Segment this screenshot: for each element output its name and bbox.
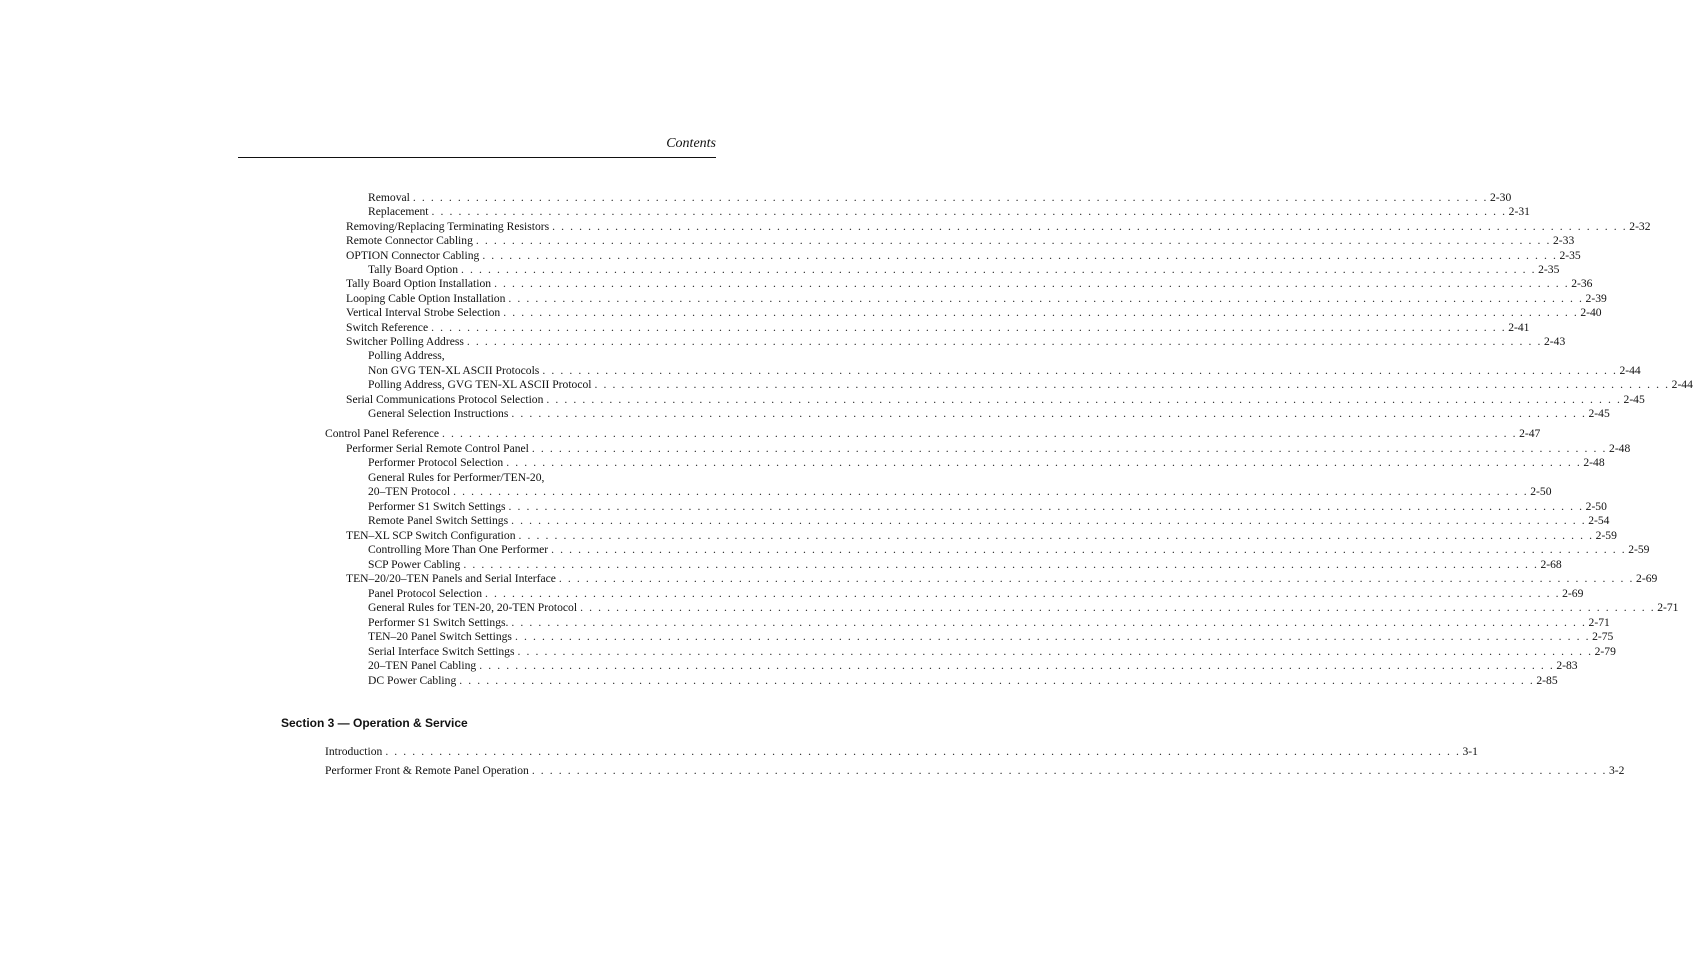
toc-leader-dots: . . . . . . . . . . . . . . . . . . . . . . . . . . . . . . . . . . . . . . . . . . . . . . . . . . . . . . . . . . . . . . . . . . . . . . . . . . . . . . . . . . . . . . . . . . . . . . . . . . . . . . . . . . . . . . . . . . . . . . . . (463, 557, 1539, 571)
toc-leader-dots: . . . . . . . . . . . . . . . . . . . . . . . . . . . . . . . . . . . . . . . . . . . . . . . . . . . . . . . . . . . . . . . . . . . . . . . . . . . . . . . . . . . . . . . . . . . . . . . . . . . . . . . . . . . . . . . . . . . . . . . . (508, 291, 1584, 305)
toc-leader-dots: . . . . . . . . . . . . . . . . . . . . . . . . . . . . . . . . . . . . . . . . . . . . . . . . . . . . . . . . . . . . . . . . . . . . . . . . . . . . . . . . . . . . . . . . . . . . . . . . . . . . . . . . . . . . . . . . . . . . . . . . (551, 543, 1627, 556)
toc-entry-title: Control Panel Reference (325, 427, 439, 440)
toc-entry-page: 2-35 (1559, 248, 1581, 262)
toc-leader-dots: . . . . . . . . . . . . . . . . . . . . . . . . . . . . . . . . . . . . . . . . . . . . . . . . . . . . . . . . . . . . . . . . . . . . . . . . . . . . . . . . . . . . . . . . . . . . . . . . . . . . . . . . . . . . . . . . . . . . . . . . (431, 205, 1507, 219)
toc-entry (346, 320, 1530, 335)
toc-entry-page: 2-48 (1583, 456, 1605, 469)
toc-entry-page: 2-30 (1489, 191, 1512, 204)
toc-entry-title: Non GVG TEN-XL ASCII Protocols (368, 363, 540, 377)
toc-leader-dots: . . . . . . . . . . . . . . . . . . . . . . . . . . . . . . . . . . . . . . . . . . . . . . . . . . . . . . . . . . . . . . . . . . . . . . . . . . . . . . . . . . . . . . . . . . . . . . . . . . . . . . . . . . . . . . . . . . . . . . . . (518, 528, 1594, 542)
toc-leader-dots: . . . . . . . . . . . . . . . . . . . . . . . . . . . . . . . . . . . . . . . . . . . . . . . . . . . . . . . . . . . . . . . . . . . . . . . . . . . . . . . . . . . . . . . . . . . . . . . . . . . . . . . . . . . . . . . . . . . . . . . . (511, 407, 1587, 420)
toc-entry-page: 2-36 (1571, 277, 1593, 291)
toc-entry (325, 764, 1625, 778)
toc-entry-page: 2-44 (1671, 378, 1693, 392)
toc-leader-dots: . . . . . . . . . . . . . . . . . . . . . . . . . . . . . . . . . . . . . . . . . . . . . . . . . . . . . . . . . . . . . . . . . . . . . . . . . . . . . . . . . . . . . . . . . . . . . . . . . . . . . . . . . . . . . . . . . . . . . . . . (485, 586, 1561, 600)
toc-entry-title: Vertical Interval Strobe Selection (346, 306, 501, 320)
toc-entry (368, 630, 1614, 644)
toc-entry (368, 673, 1558, 688)
toc-entry-page: 2-71 (1657, 601, 1679, 614)
toc-entry (346, 248, 1581, 263)
toc-entry-title: Tally Board Option (368, 263, 458, 276)
toc-entry-title: Remote Connector Cabling (346, 234, 473, 248)
toc-entry (368, 514, 1610, 528)
toc-entry-title: SCP Power Cabling (368, 557, 461, 571)
toc-leader-dots: . . . . . . . . . . . . . . . . . . . . . . . . . . . . . . . . . . . . . . . . . . . . . . . . . . . . . . . . . . . . . . . . . . . . . . . . . . . . . . . . . . . . . . . . . . . . . . . . . . . . . . . . . . . . . . . . . . . . . . . . (558, 572, 1635, 585)
toc-entry (346, 277, 1593, 291)
toc-leader-dots: . . . . . . . . . . . . . . . . . . . . . . . . . . . . . . . . . . . . . . . . . . . . . . . . . . . . . . . . . . . . . . . . . . . . . . . . . . . . . . . . . . . . . . . . . . . . . . . . . . . . . . . . . . . . . . . . . . . . . . . . (479, 659, 1555, 672)
toc-leader-dots: . . . . . . . . . . . . . . . . . . . . . . . . . . . . . . . . . . . . . . . . . . . . . . . . . . . . . . . . . . . . . . . . . . . . . . . . . . . . . . . . . . . . . . . . . . . . . . . . . . . . . . . . . . . . . . . . . . . . . . . . (385, 745, 1461, 758)
toc-leader-dots: . . . . . . . . . . . . . . . . . . . . . . . . . . . . . . . . . . . . . . . . . . . . . . . . . . . . . . . . . . . . . . . . . . . . . . . . . . . . . . . . . . . . . . . . . . . . . . . . . . . . . . . . . . . . . . . . . . . . . . . . (531, 764, 1607, 777)
toc-entry-title: Controlling More Than One Performer (368, 543, 549, 556)
toc-entry-page: 2-79 (1594, 644, 1616, 658)
toc-entry-page: 2-71 (1588, 615, 1610, 629)
toc-entry-title: Panel Protocol Selection (368, 586, 482, 600)
toc-leader-dots: . . . . . . . . . . . . . . . . . . . . . . . . . . . . . . . . . . . . . . . . . . . . . . . . . . . . . . . . . . . . . . . . . . . . . . . . . . . . . . . . . . . . . . . . . . . . . . . . . . . . . . . . . . . . . . . . . . . . . . . . (503, 306, 1579, 320)
toc-entry-page: 2-50 (1530, 485, 1552, 498)
toc-entry (368, 263, 1560, 277)
toc-leader-dots: . . . . . . . . . . . . . . . . . . . . . . . . . . . . . . . . . . . . . . . . . . . . . . . . . . . . . . . . . . . . . . . . . . . . . . . . . . . . . . . . . . . . . . . . . . . . . . . . . . . . . . . . . . . . . . . . . . . . . . . . (514, 630, 1591, 643)
toc-entry (368, 557, 1562, 572)
toc-entry-page: 2-75 (1592, 630, 1614, 643)
toc-entry-title: 20–TEN Panel Cabling (368, 659, 477, 672)
toc-entry-title: Tally Board Option Installation (346, 277, 492, 291)
toc-entry-title: General Rules for Performer/TEN-20, (368, 470, 545, 484)
toc-entry (346, 219, 1651, 234)
toc-entry (325, 745, 1478, 759)
toc-leader-dots: . . . . . . . . . . . . . . . . . . . . . . . . . . . . . . . . . . . . . . . . . . . . . . . . . . . . . . . . . . . . . . . . . . . . . . . . . . . . . . . . . . . . . . . . . . . . . . . . . . . . . . . . . . . . . . . . . . . . . . . . (542, 363, 1618, 377)
toc-entry-title: Performer Front & Remote Panel Operation (325, 764, 529, 777)
toc-leader-dots: . . . . . . . . . . . . . . . . . . . . . . . . . . . . . . . . . . . . . . . . . . . . . . . . . . . . . . . . . . . . . . . . . . . . . . . . . . . . . . . . . . . . . . . . . . . . . . . . . . . . . . . . . . . . . . . . . . . . . . . . (459, 673, 1535, 687)
toc-entry-page: 3-1 (1462, 745, 1478, 758)
toc-leader-dots: . . . . . . . . . . . . . . . . . . . . . . . . . . . . . . . . . . . . . . . . . . . . . . . . . . . . . . . . . . . . . . . . . . . . . . . . . . . . . . . . . . . . . . . . . . . . . . . . . . . . . . . . . . . . . . . . . . . . . . . . (517, 644, 1593, 658)
toc-leader-dots: . . . . . . . . . . . . . . . . . . . . . . . . . . . . . . . . . . . . . . . . . . . . . . . . . . . . . . . . . . . . . . . . . . . . . . . . . . . . . . . . . . . . . . . . . . . . . . . . . . . . . . . . . . . . . . . . . . . . . . . . (552, 219, 1628, 233)
toc-entry-title: TEN–20/20–TEN Panels and Serial Interface (346, 572, 556, 585)
toc-entry-page: 2-31 (1508, 205, 1530, 219)
toc-entry-title: Serial Communications Protocol Selection (346, 392, 544, 406)
toc-entry-page: 2-85 (1536, 673, 1558, 687)
toc-entry-page: 2-43 (1544, 335, 1566, 348)
toc-entry-title: Switcher Polling Address (346, 335, 464, 348)
toc-entry-title: Remote Panel Switch Settings (368, 514, 509, 527)
toc-entry (346, 392, 1645, 407)
toc-entry (368, 615, 1610, 630)
toc-entry (368, 205, 1530, 219)
toc-entry (368, 499, 1607, 514)
toc-entry-title: Switch Reference (346, 320, 429, 334)
toc-entry (368, 363, 1641, 378)
toc-entry-page: 2-33 (1553, 234, 1575, 248)
toc-entry (346, 528, 1617, 543)
toc-entry-title: TEN–20 Panel Switch Settings (368, 630, 512, 643)
toc-entry-page: 2-83 (1556, 659, 1578, 672)
toc-entry-page: 2-69 (1636, 572, 1658, 585)
toc-leader-dots: . . . . . . . . . . . . . . . . . . . . . . . . . . . . . . . . . . . . . . . . . . . . . . . . . . . . . . . . . . . . . . . . . . . . . . . . . . . . . . . . . . . . . . . . . . . . . . . . . . . . . . . . . . . . . . . . . . . . . . . . (506, 456, 1582, 469)
toc-entry (368, 485, 1552, 499)
toc-entry-page: 2-47 (1519, 427, 1541, 440)
toc-entry (368, 586, 1584, 601)
toc-leader-dots: . . . . . . . . . . . . . . . . . . . . . . . . . . . . . . . . . . . . . . . . . . . . . . . . . . . . . . . . . . . . . . . . . . . . . . . . . . . . . . . . . . . . . . . . . . . . . . . . . . . . . . . . . . . . . . . . . . . . . . . . (494, 277, 1570, 291)
toc-leader-dots: . . . . . . . . . . . . . . . . . . . . . . . . . . . . . . . . . . . . . . . . . . . . . . . . . . . . . . . . . . . . . . . . . . . . . . . . . . . . . . . . . . . . . . . . . . . . . . . . . . . . . . . . . . . . . . . . . . . . . . . . (580, 601, 1656, 614)
toc-entry-title: Performer Protocol Selection (368, 456, 504, 469)
toc-entry-title: 20–TEN Protocol (368, 485, 451, 498)
toc-leader-dots: . . . . . . . . . . . . . . . . . . . . . . . . . . . . . . . . . . . . . . . . . . . . . . . . . . . . . . . . . . . . . . . . . . . . . . . . . . . . . . . . . . . . . . . . . . . . . . . . . . . . . . . . . . . . . . . . . . . . . . . . (482, 248, 1558, 262)
toc-entry (346, 291, 1607, 306)
toc-entry-page: 2-59 (1628, 543, 1650, 556)
toc-entry (346, 572, 1658, 586)
toc-entry (368, 543, 1650, 557)
toc-entry-page: 2-41 (1508, 320, 1530, 334)
toc-entry (346, 335, 1566, 349)
toc-entry-title: Removal (368, 191, 410, 204)
toc-entry-title: Polling Address, GVG TEN-XL ASCII Protocol (368, 378, 592, 392)
toc-entry-page: 2-45 (1623, 392, 1645, 406)
toc-entry-page: 2-44 (1619, 363, 1641, 377)
toc-entry (346, 306, 1602, 320)
toc-entry (346, 441, 1631, 456)
toc-entry-title: Serial Interface Switch Settings (368, 644, 515, 658)
toc-entry-page: 2-54 (1588, 514, 1610, 527)
toc-entry-page: 2-45 (1588, 407, 1610, 420)
toc-entry-title: Removing/Replacing Terminating Resistors (346, 219, 550, 233)
toc-entry (368, 601, 1679, 615)
toc-entry-page: 3-2 (1608, 764, 1625, 777)
toc-entry-title: Performer S1 Switch Settings (368, 499, 506, 513)
toc-leader-dots: . . . . . . . . . . . . . . . . . . . . . . . . . . . . . . . . . . . . . . . . . . . . . . . . . . . . . . . . . . . . . . . . . . . . . . . . . . . . . . . . . . . . . . . . . . . . . . . . . . . . . . . . . . . . . . . . . . . . . . . . (412, 191, 1488, 204)
toc-entry (368, 644, 1616, 659)
toc-entry-title: Replacement (368, 205, 429, 219)
toc-entry (325, 427, 1541, 441)
section-heading: Section 3 — Operation & Service (281, 716, 468, 730)
toc-leader-dots: . . . . . . . . . . . . . . . . . . . . . . . . . . . . . . . . . . . . . . . . . . . . . . . . . . . . . . . . . . . . . . . . . . . . . . . . . . . . . . . . . . . . . . . . . . . . . . . . . . . . . . . . . . . . . . . . . . . . . . . . (508, 499, 1584, 513)
toc-entry-page: 2-50 (1585, 499, 1607, 513)
toc-entry-title: Performer Serial Remote Control Panel (346, 441, 529, 455)
toc-entry-page: 2-68 (1540, 557, 1562, 571)
toc-entry-page: 2-69 (1562, 586, 1584, 600)
toc-entry-title: DC Power Cabling (368, 673, 457, 687)
toc-leader-dots: . . . . . . . . . . . . . . . . . . . . . . . . . . . . . . . . . . . . . . . . . . . . . . . . . . . . . . . . . . . . . . . . . . . . . . . . . . . . . . . . . . . . . . . . . . . . . . . . . . . . . . . . . . . . . . . . . . . . . . . . (475, 234, 1551, 248)
toc-entry-page: 2-39 (1585, 291, 1607, 305)
toc-leader-dots: . . . . . . . . . . . . . . . . . . . . . . . . . . . . . . . . . . . . . . . . . . . . . . . . . . . . . . . . . . . . . . . . . . . . . . . . . . . . . . . . . . . . . . . . . . . . . . . . . . . . . . . . . . . . . . . . . . . . . . . . (511, 514, 1587, 527)
header-title: Contents (666, 136, 716, 151)
toc-entry-page: 2-48 (1609, 441, 1631, 455)
toc-entry-page: 2-32 (1629, 219, 1651, 233)
toc-entry-title: Performer S1 Switch Settings. (368, 615, 509, 629)
toc-entry-page: 2-35 (1538, 263, 1560, 276)
toc-entry-title: OPTION Connector Cabling (346, 248, 480, 262)
toc-entry (368, 191, 1512, 205)
toc-entry-page: 2-40 (1580, 306, 1602, 320)
toc-entry-title: Polling Address, (368, 349, 445, 363)
toc-leader-dots: . . . . . . . . . . . . . . . . . . . . . . . . . . . . . . . . . . . . . . . . . . . . . . . . . . . . . . . . . . . . . . . . . . . . . . . . . . . . . . . . . . . . . . . . . . . . . . . . . . . . . . . . . . . . . . . . . . . . . . . . (453, 485, 1529, 498)
toc-entry (368, 407, 1610, 421)
toc-entry-title: TEN–XL SCP Switch Configuration (346, 528, 516, 542)
toc-leader-dots: . . . . . . . . . . . . . . . . . . . . . . . . . . . . . . . . . . . . . . . . . . . . . . . . . . . . . . . . . . . . . . . . . . . . . . . . . . . . . . . . . . . . . . . . . . . . . . . . . . . . . . . . . . . . . . . . . . . . . . . . (466, 335, 1542, 348)
toc-entry-title: General Selection Instructions (368, 407, 509, 420)
toc-leader-dots: . . . . . . . . . . . . . . . . . . . . . . . . . . . . . . . . . . . . . . . . . . . . . . . . . . . . . . . . . . . . . . . . . . . . . . . . . . . . . . . . . . . . . . . . . . . . . . . . . . . . . . . . . . . . . . . . . . . . . . . . (461, 263, 1537, 276)
toc-leader-dots: . . . . . . . . . . . . . . . . . . . . . . . . . . . . . . . . . . . . . . . . . . . . . . . . . . . . . . . . . . . . . . . . . . . . . . . . . . . . . . . . . . . . . . . . . . . . . . . . . . . . . . . . . . . . . . . . . . . . . . . . (546, 392, 1622, 406)
toc-entry-title: Introduction (325, 745, 383, 758)
toc-entry-title: Looping Cable Option Installation (346, 291, 506, 305)
toc-leader-dots: . . . . . . . . . . . . . . . . . . . . . . . . . . . . . . . . . . . . . . . . . . . . . . . . . . . . . . . . . . . . . . . . . . . . . . . . . . . . . . . . . . . . . . . . . . . . . . . . . . . . . . . . . . . . . . . . . . . . . . . . (431, 320, 1507, 334)
toc-entry-title: General Rules for TEN-20, 20-TEN Protocol (368, 601, 578, 614)
toc-leader-dots: . . . . . . . . . . . . . . . . . . . . . . . . . . . . . . . . . . . . . . . . . . . . . . . . . . . . . . . . . . . . . . . . . . . . . . . . . . . . . . . . . . . . . . . . . . . . . . . . . . . . . . . . . . . . . . . . . . . . . . . . (531, 441, 1608, 455)
toc-entry (368, 378, 1693, 392)
toc-leader-dots: . . . . . . . . . . . . . . . . . . . . . . . . . . . . . . . . . . . . . . . . . . . . . . . . . . . . . . . . . . . . . . . . . . . . . . . . . . . . . . . . . . . . . . . . . . . . . . . . . . . . . . . . . . . . . . . . . . . . . . . . (441, 427, 1518, 440)
toc-leader-dots: . . . . . . . . . . . . . . . . . . . . . . . . . . . . . . . . . . . . . . . . . . . . . . . . . . . . . . . . . . . . . . . . . . . . . . . . . . . . . . . . . . . . . . . . . . . . . . . . . . . . . . . . . . . . . . . . . . . . . . . . (594, 378, 1670, 392)
toc-entry (346, 234, 1575, 248)
toc-entry (368, 659, 1578, 673)
toc-leader-dots: . . . . . . . . . . . . . . . . . . . . . . . . . . . . . . . . . . . . . . . . . . . . . . . . . . . . . . . . . . . . . . . . . . . . . . . . . . . . . . . . . . . . . . . . . . . . . . . . . . . . . . . . . . . . . . . . . . . . . . . . (511, 615, 1587, 629)
toc-entry-page: 2-59 (1595, 528, 1617, 542)
toc-entry (368, 456, 1605, 470)
